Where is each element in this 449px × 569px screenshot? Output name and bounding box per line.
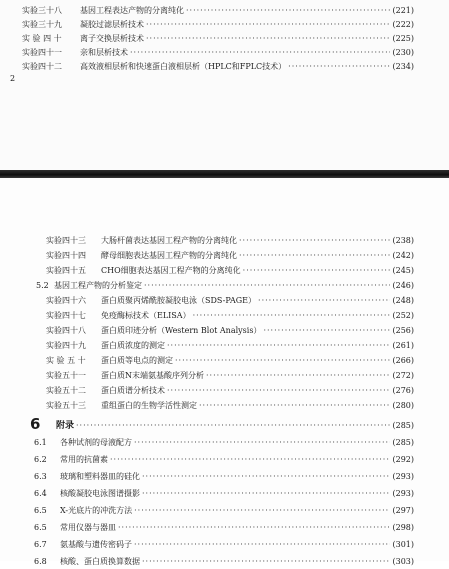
toc-entry-number: 实验四十二 [22, 62, 62, 71]
toc-entry-title: 核酸凝胶电泳图谱摄影 [60, 489, 140, 498]
toc-entry-number: 实验五十一 [46, 371, 86, 380]
toc-entry-number: 实验四十八 [46, 326, 86, 335]
toc-leader-dots [288, 60, 390, 74]
toc-entry [34, 555, 414, 569]
chapter-heading [56, 419, 414, 433]
toc-leader-dots [146, 32, 390, 46]
toc-entry-title: 免疫酶标技术（ELISA） [101, 311, 191, 320]
toc-entry-title: 基因工程产物的分析鉴定 [54, 281, 142, 290]
toc-entry-number: 实验四十一 [22, 48, 62, 57]
toc-entry-title: 玻璃和塑料器皿的硅化 [60, 472, 140, 481]
toc-entry-page: (222) [392, 20, 414, 29]
toc-leader-dots [258, 294, 390, 308]
toc-entry [46, 264, 414, 278]
toc-entry-page: (280) [392, 401, 414, 410]
toc-entry-number: 实 验 四 十 [22, 34, 62, 43]
toc-entry-page: (242) [392, 251, 414, 260]
toc-entry [46, 234, 414, 248]
toc-entry-page: (298) [392, 523, 414, 532]
toc-entry-title: 蛋白质浓度的测定 [101, 341, 165, 350]
toc-entry-page: (245) [392, 266, 414, 275]
toc-entry-number: 实验五十三 [46, 401, 86, 410]
toc-entry [46, 369, 414, 383]
toc-entry-title: 离子交换层析技术 [80, 34, 144, 43]
toc-entry-title: 蛋白质印迹分析（Western Blot Analysis） [101, 326, 262, 335]
toc-entry-title: 基因工程表达产物的分离纯化 [80, 6, 184, 15]
toc-entry-number: 6.5 [34, 506, 47, 515]
toc-entry-page: (303) [392, 557, 414, 566]
toc-leader-dots [263, 324, 390, 338]
toc-entry-page: (266) [392, 356, 414, 365]
toc-entry-number: 6.4 [34, 489, 47, 498]
toc-entry-page: (293) [392, 489, 414, 498]
toc-entry-number: 6.5 [34, 523, 47, 532]
toc-entry-title: 各种试剂的母液配方 [60, 438, 132, 447]
toc-leader-dots [186, 4, 390, 18]
toc-leader-dots [239, 234, 390, 248]
toc-entry-number: 6.7 [34, 540, 47, 549]
toc-entry-title: 大肠杆菌表达基因工程产物的分离纯化 [101, 236, 237, 245]
toc-entry-number: 实验四十九 [46, 341, 86, 350]
toc-entry [22, 46, 414, 60]
toc-entry-title: X-光底片的冲洗方法 [60, 506, 133, 515]
toc-leader-dots [142, 470, 390, 484]
toc-entry-page: (248) [392, 296, 414, 305]
toc-leader-dots [175, 354, 390, 368]
toc-entry [34, 487, 414, 501]
toc-leader-dots [243, 264, 391, 278]
toc-entry-number: 实 验 五 十 [46, 356, 86, 365]
page-divider [0, 170, 449, 178]
toc-entry-page: (301) [392, 540, 414, 549]
toc-leader-dots [134, 538, 390, 552]
toc-leader-dots [199, 399, 390, 413]
toc-entry [46, 399, 414, 413]
toc-entry-number: 6.3 [34, 472, 47, 481]
toc-entry-page: (238) [392, 236, 414, 245]
toc-leader-dots [206, 369, 390, 383]
toc-entry-page: (297) [392, 506, 414, 515]
toc-leader-dots [118, 521, 390, 535]
toc-entry-page: (221) [392, 6, 414, 15]
toc-entry-number: 6.8 [34, 557, 47, 566]
toc-entry [46, 294, 414, 308]
toc-entry-page: (246) [392, 281, 414, 290]
toc-leader-dots [130, 46, 390, 60]
toc-entry-number: 实验四十五 [46, 266, 86, 275]
toc-entry-number: 6.2 [34, 455, 47, 464]
toc-entry-title: 蛋白质聚丙烯酰胺凝胶电泳（SDS-PAGE） [101, 296, 257, 305]
toc-entry [46, 339, 414, 353]
toc-entry-title: 常用仪器与器皿 [60, 523, 116, 532]
toc-entry-page: (293) [392, 472, 414, 481]
toc-entry-page: (252) [392, 311, 414, 320]
toc-entry-page: (285) [392, 438, 414, 447]
toc-entry-title: 核酸、蛋白质换算数据 [60, 557, 140, 566]
toc-entry-title: CHO细胞表达基因工程产物的分离纯化 [101, 266, 241, 275]
toc-entry [46, 384, 414, 398]
toc-entry [46, 324, 414, 338]
toc-entry-title: 亲和层析技术 [80, 48, 128, 57]
toc-entry [46, 309, 414, 323]
toc-entry-page: (272) [392, 371, 414, 380]
toc-entry [34, 453, 414, 467]
toc-entry-number: 实验四十三 [46, 236, 86, 245]
toc-leader-dots [142, 555, 390, 569]
toc-entry-title: 高效液相层析和快速蛋白液相层析（HPLC和FPLC技术） [80, 62, 287, 71]
toc-entry-title: 重组蛋白的生物学活性测定 [101, 401, 197, 410]
toc-entry-page: (292) [392, 455, 414, 464]
toc-entry [34, 470, 414, 484]
toc-leader-dots [167, 339, 390, 353]
toc-entry [22, 32, 414, 46]
toc-entry [34, 538, 414, 552]
toc-entry-title: 氨基酸与遗传密码子 [60, 540, 132, 549]
toc-entry-page: (234) [392, 62, 414, 71]
toc-entry-page: (276) [392, 386, 414, 395]
toc-entry-number: 实验三十九 [22, 20, 62, 29]
toc-entry-number: 实验四十七 [46, 311, 86, 320]
toc-entry-number: 5.2 [36, 281, 49, 290]
toc-entry [22, 60, 414, 74]
toc-entry [46, 249, 414, 263]
toc-leader-dots [239, 249, 390, 263]
toc-entry [22, 18, 414, 32]
toc-leader-dots [144, 279, 390, 293]
chapter-number: 6 [30, 415, 41, 433]
toc-entry-title: 蛋白质N末端氨基酸序列分析 [101, 371, 204, 380]
page-number: 2 [10, 74, 16, 83]
toc-entry [22, 4, 414, 18]
toc-entry [34, 436, 414, 450]
toc-leader-dots [146, 18, 390, 32]
toc-entry-title: 酵母细胞表达基因工程产物的分离纯化 [101, 251, 237, 260]
toc-entry [34, 521, 414, 535]
toc-leader-dots [110, 453, 390, 467]
toc-entry-page: (261) [392, 341, 414, 350]
toc-entry [36, 279, 414, 293]
chapter-page: (285) [392, 421, 414, 430]
toc-entry-title: 蛋白质谱分析技术 [101, 386, 165, 395]
toc-entry-page: (230) [392, 48, 414, 57]
toc-leader-dots [142, 487, 390, 501]
toc-entry-number: 实验四十六 [46, 296, 86, 305]
toc-entry-title: 常用的抗菌素 [60, 455, 108, 464]
toc-entry-number: 实验四十四 [46, 251, 86, 260]
toc-entry-page: (225) [392, 34, 414, 43]
chapter-title: 附录 [56, 421, 75, 431]
toc-entry-number: 实验五十二 [46, 386, 86, 395]
toc-entry-number: 实验三十八 [22, 6, 62, 15]
toc-entry-number: 6.1 [34, 438, 47, 447]
toc-entry [34, 504, 414, 518]
toc-leader-dots [134, 436, 390, 450]
toc-leader-dots [167, 384, 390, 398]
toc-leader-dots [134, 504, 390, 518]
toc-entry-title: 凝胶过滤层析技术 [80, 20, 144, 29]
toc-entry-title: 蛋白质等电点的测定 [101, 356, 173, 365]
toc-entry-page: (256) [392, 326, 414, 335]
toc-leader-dots [76, 419, 390, 433]
toc-entry [46, 354, 414, 368]
toc-leader-dots [193, 309, 391, 323]
